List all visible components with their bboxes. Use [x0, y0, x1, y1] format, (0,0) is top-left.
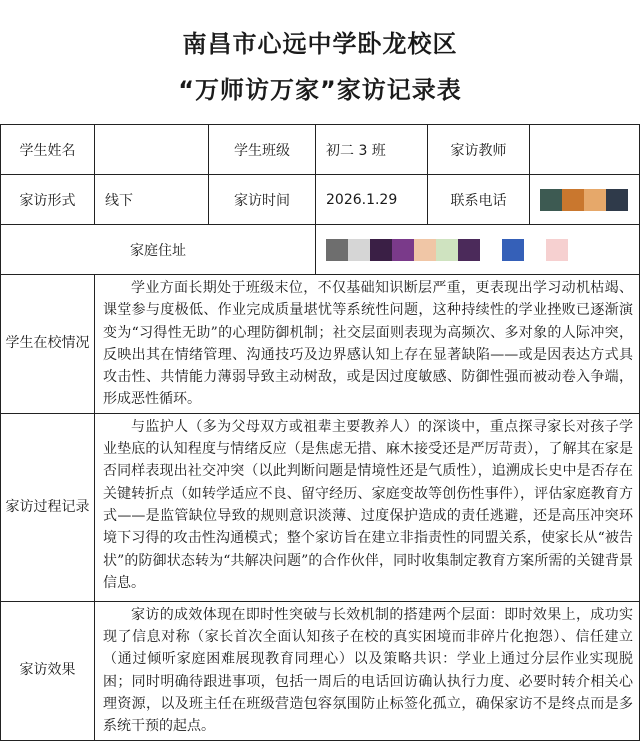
address-label: 家庭住址 [1, 225, 316, 275]
visit-record-table [0, 124, 640, 741]
teacher-label: 家访教师 [428, 125, 530, 175]
visit-effect-text: 家访的成效体现在即时性突破与长效机制的搭建两个层面：即时效果上，成功实现了信息对称（家长首次全面认知孩子在校的真实困境而非碎片化抱怨）、信任建立（通过倾听家庭困难展现教育同理心）以及策略共识：学业上通过分层作业实现脱困；同时明确待跟进事项，包括一周后的电话回访确认执行力度、必要时转介相关心理资源，以及班主任在班级营造包容氛围防止标签化孤立，确保家访不是终点而是多系统干预的起点。 [95, 601, 640, 740]
visit-form-value: 线下 [95, 175, 209, 225]
redaction-block [480, 239, 502, 261]
phone-value [530, 175, 640, 225]
redaction-block [458, 239, 480, 261]
redaction-block [392, 239, 414, 261]
visit-process-text: 与监护人（多为父母双方或祖辈主要教养人）的深谈中，重点探寻家长对孩子学业垫底的认知程度与情绪反应（是焦虑无措、麻木接受还是严厉苛责），了解其在家是否同样表现出社交冲突（以此判断问题是情境性还是气质性），追溯成长史中是否存在关键转折点（如转学适应不良、留守经历、家庭变故等创伤性事件），评估家庭教育方式——是监管缺位导致的规则意识淡薄、过度保护造成的责任逃避，还是高压冲突环境下习得的攻击性沟通模式；整个家访旨在建立非指责性的同盟关系，使家长从“被告状”的防御状态转为“共解决问题”的合作伙伴，同时收集制定教育方案所需的关键背景信息。 [95, 413, 640, 601]
redaction-block [348, 239, 370, 261]
class-value: 初二 3 班 [316, 125, 428, 175]
redaction-block [606, 189, 628, 211]
redaction-block [414, 239, 436, 261]
visit-effect-label: 家访效果 [1, 601, 95, 740]
address-value [316, 225, 640, 275]
address-redaction [326, 239, 639, 261]
visit-time-value: 2026.1.29 [316, 175, 428, 225]
school-situation-text: 学业方面长期处于班级末位，不仅基础知识断层严重，更表现出学习动机枯竭、课堂参与度极低、作业完成质量堪忧等系统性问题，这种持续性的学业挫败已逐渐演变为“习得性无助”的心理防御机制；社交层面则表现为高频次、多对象的人际冲突，反映出其在情绪管理、沟通技巧及边界感认知上存在显著缺陷——或是因表达方式具攻击性、共情能力薄弱导致主动树敌，或是因过度敏感、防御性强而被动卷入争端，形成恶性循环。 [95, 275, 640, 414]
student-name-value [95, 125, 209, 175]
redaction-block [584, 189, 606, 211]
redaction-block [502, 239, 524, 261]
redaction-block [540, 189, 562, 211]
visit-form-label: 家访形式 [1, 175, 95, 225]
form-title: “万师访万家”家访记录表 [178, 76, 462, 104]
phone-redaction [540, 189, 639, 211]
visit-time-label: 家访时间 [209, 175, 316, 225]
school-title: 南昌市心远中学卧龙校区 [182, 30, 458, 58]
redaction-block [546, 239, 568, 261]
redaction-block [326, 239, 348, 261]
redaction-block [562, 189, 584, 211]
redaction-block [524, 239, 546, 261]
school-situation-label: 学生在校情况 [1, 275, 95, 414]
student-name-label: 学生姓名 [1, 125, 95, 175]
teacher-value [530, 125, 640, 175]
class-label: 学生班级 [209, 125, 316, 175]
phone-label: 联系电话 [428, 175, 530, 225]
redaction-block [436, 239, 458, 261]
redaction-block [370, 239, 392, 261]
visit-process-label: 家访过程记录 [1, 413, 95, 601]
